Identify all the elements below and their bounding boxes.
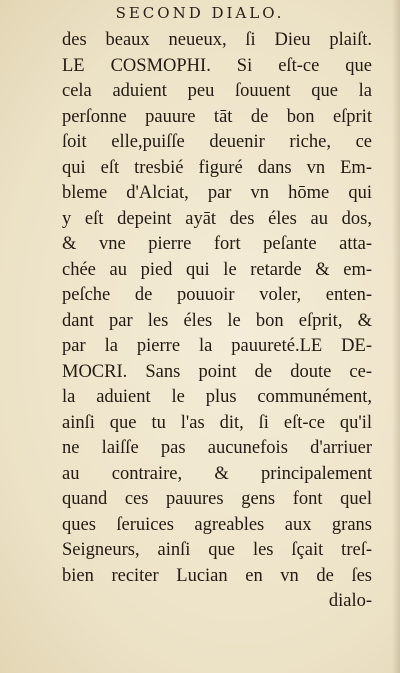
text-line: ne laiſſe pas aucunefois d'arriuer: [62, 438, 372, 458]
text-line: Seigneurs, ainſi que les ſçait treſ-: [62, 540, 372, 560]
text-line: peſche de pouuoir voler, enten-: [62, 285, 372, 305]
text-line: ſoit elle,puiſſe deuenir riche, ce: [62, 132, 372, 152]
text-line: qui eſt tresbié figuré dans vn Em-: [62, 157, 372, 178]
text-line: par la pierre la pauureté.LE DE-: [62, 336, 372, 356]
text-line: y eſt depeint ayāt des éles au dos,: [62, 208, 372, 229]
text-line: ainſi que tu l'as dit, ſi eſt-ce qu'il: [62, 412, 372, 433]
text-line: bien reciter Lucian en vn de ſes: [62, 565, 372, 586]
text-line: au contraire, & principalement: [62, 463, 372, 484]
text-line: bleme d'Alciat, par vn hōme qui: [62, 183, 372, 203]
page-gutter-shadow: [392, 0, 400, 673]
text-line: des beaux neueux, ſi Dieu plaiſt.: [62, 30, 372, 50]
running-head: SECOND DIALO.: [115, 4, 285, 22]
text-line: LE COSMOPHI. Si eſt-ce que: [62, 55, 372, 76]
catchword: dialo-: [328, 591, 372, 611]
text-line: MOCRI. Sans point de doute ce-: [62, 361, 372, 382]
text-line: chée au pied qui le retarde & em-: [62, 259, 372, 280]
body-text: [62, 28, 372, 615]
text-line: & vne pierre fort peſante atta-: [62, 234, 372, 254]
text-line: cela aduient peu ſouuent que la: [62, 81, 372, 101]
text-line: ques ſeruices agreables aux grans: [62, 514, 372, 535]
text-line: quand ces pauures gens font quel: [62, 489, 372, 509]
text-line: la aduient le plus communément,: [62, 387, 372, 407]
text-line: perſonne pauure tāt de bon eſprit: [62, 106, 372, 127]
text-line: dant par les éles le bon eſprit, &: [62, 310, 372, 331]
